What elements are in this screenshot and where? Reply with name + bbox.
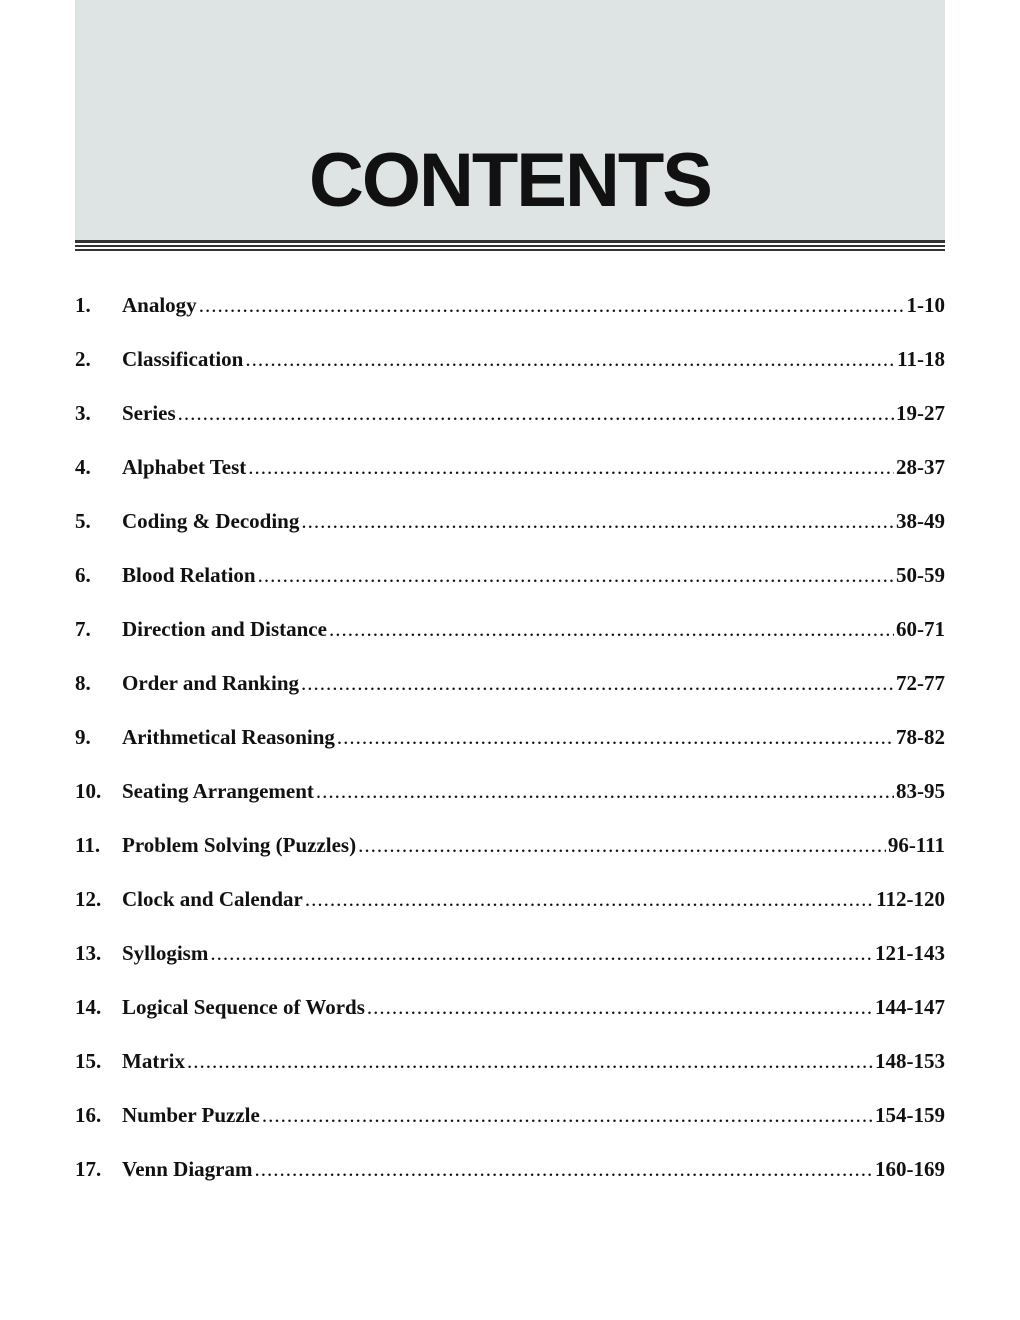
toc-leader-dots: [316, 773, 894, 809]
toc-title: Arithmetical Reasoning: [122, 725, 335, 749]
toc-entry-coding-decoding[interactable]: [75, 503, 945, 557]
toc-page-range: 78-82: [896, 725, 945, 749]
toc-title: Analogy: [122, 293, 197, 317]
toc-number: 15.: [75, 1049, 102, 1073]
toc-entry-classification[interactable]: [75, 341, 945, 395]
toc-entry-matrix[interactable]: [75, 1043, 945, 1097]
toc-leader-dots: [245, 341, 895, 377]
toc-entry-venn-diagram[interactable]: [75, 1151, 945, 1205]
toc-entry-analogy[interactable]: [75, 287, 945, 341]
toc-entry-number-puzzle[interactable]: [75, 1097, 945, 1151]
toc-page-range: 1-10: [906, 293, 945, 317]
toc-leader-dots: [254, 1151, 873, 1187]
toc-entry-logical-sequence[interactable]: [75, 989, 945, 1043]
toc-title: Classification: [122, 347, 244, 371]
toc-title: Direction and Distance: [122, 617, 327, 641]
toc-leader-dots: [178, 395, 894, 431]
toc-page-range: 83-95: [896, 779, 945, 803]
header-band: [75, 0, 945, 240]
toc-number: 12.: [75, 887, 102, 911]
toc-entry-direction-distance[interactable]: [75, 611, 945, 665]
toc-page-range: 121-143: [875, 941, 945, 965]
toc-number: 8.: [75, 671, 91, 695]
table-of-contents: [75, 287, 945, 1205]
header-rule-middle: [75, 245, 945, 247]
toc-number: 1.: [75, 293, 91, 317]
toc-page-range: 96-111: [887, 833, 945, 857]
toc-number: 3.: [75, 401, 91, 425]
toc-page-range: 60-71: [896, 617, 945, 641]
toc-leader-dots: [199, 287, 905, 323]
toc-leader-dots: [329, 611, 894, 647]
toc-page-range: 148-153: [875, 1049, 945, 1073]
toc-entry-clock-calendar[interactable]: [75, 881, 945, 935]
toc-leader-dots: [337, 719, 894, 755]
toc-number: 17.: [75, 1157, 102, 1181]
toc-title: Logical Sequence of Words: [122, 995, 365, 1019]
toc-leader-dots: [248, 449, 894, 485]
toc-leader-dots: [367, 989, 873, 1025]
toc-page-range: 11-18: [897, 347, 945, 371]
toc-entry-syllogism[interactable]: [75, 935, 945, 989]
toc-title: Syllogism: [122, 941, 209, 965]
toc-number: 13.: [75, 941, 102, 965]
toc-entry-blood-relation[interactable]: [75, 557, 945, 611]
toc-number: 5.: [75, 509, 91, 533]
toc-leader-dots: [358, 827, 886, 863]
toc-entry-alphabet-test[interactable]: [75, 449, 945, 503]
toc-leader-dots: [187, 1043, 873, 1079]
toc-leader-dots: [210, 935, 873, 971]
header-rule-top: [75, 240, 945, 243]
toc-page-range: 72-77: [896, 671, 945, 695]
toc-page-range: 144-147: [875, 995, 945, 1019]
page-title: CONTENTS: [309, 138, 711, 223]
toc-title: Series: [122, 401, 176, 425]
toc-page-range: 19-27: [896, 401, 945, 425]
toc-title: Number Puzzle: [122, 1103, 260, 1127]
toc-entry-series[interactable]: [75, 395, 945, 449]
toc-entry-arithmetical-reasoning[interactable]: [75, 719, 945, 773]
toc-page-range: 28-37: [896, 455, 945, 479]
toc-entry-problem-solving[interactable]: [75, 827, 945, 881]
toc-title: Problem Solving (Puzzles): [122, 833, 357, 857]
toc-title: Alphabet Test: [122, 455, 247, 479]
toc-number: 2.: [75, 347, 91, 371]
toc-leader-dots: [305, 881, 874, 917]
toc-number: 14.: [75, 995, 102, 1019]
toc-leader-dots: [258, 557, 894, 593]
toc-page-range: 112-120: [876, 887, 945, 911]
toc-title: Venn Diagram: [122, 1157, 253, 1181]
toc-number: 6.: [75, 563, 91, 587]
toc-leader-dots: [301, 665, 894, 701]
toc-page-range: 160-169: [875, 1157, 945, 1181]
toc-number: 11.: [75, 833, 101, 857]
toc-leader-dots: [262, 1097, 873, 1133]
toc-number: 4.: [75, 455, 91, 479]
toc-page-range: 154-159: [875, 1103, 945, 1127]
toc-title: Clock and Calendar: [122, 887, 303, 911]
toc-entry-order-ranking[interactable]: [75, 665, 945, 719]
toc-page-range: 38-49: [896, 509, 945, 533]
toc-entry-seating-arrangement[interactable]: [75, 773, 945, 827]
toc-title: Order and Ranking: [122, 671, 299, 695]
toc-number: 9.: [75, 725, 91, 749]
toc-number: 7.: [75, 617, 91, 641]
toc-number: 16.: [75, 1103, 102, 1127]
toc-title: Coding & Decoding: [122, 509, 300, 533]
toc-title: Blood Relation: [122, 563, 256, 587]
toc-leader-dots: [301, 503, 894, 539]
toc-page-range: 50-59: [896, 563, 945, 587]
header-rule-bottom: [75, 249, 945, 251]
toc-number: 10.: [75, 779, 102, 803]
toc-title: Seating Arrangement: [122, 779, 314, 803]
toc-title: Matrix: [122, 1049, 185, 1073]
